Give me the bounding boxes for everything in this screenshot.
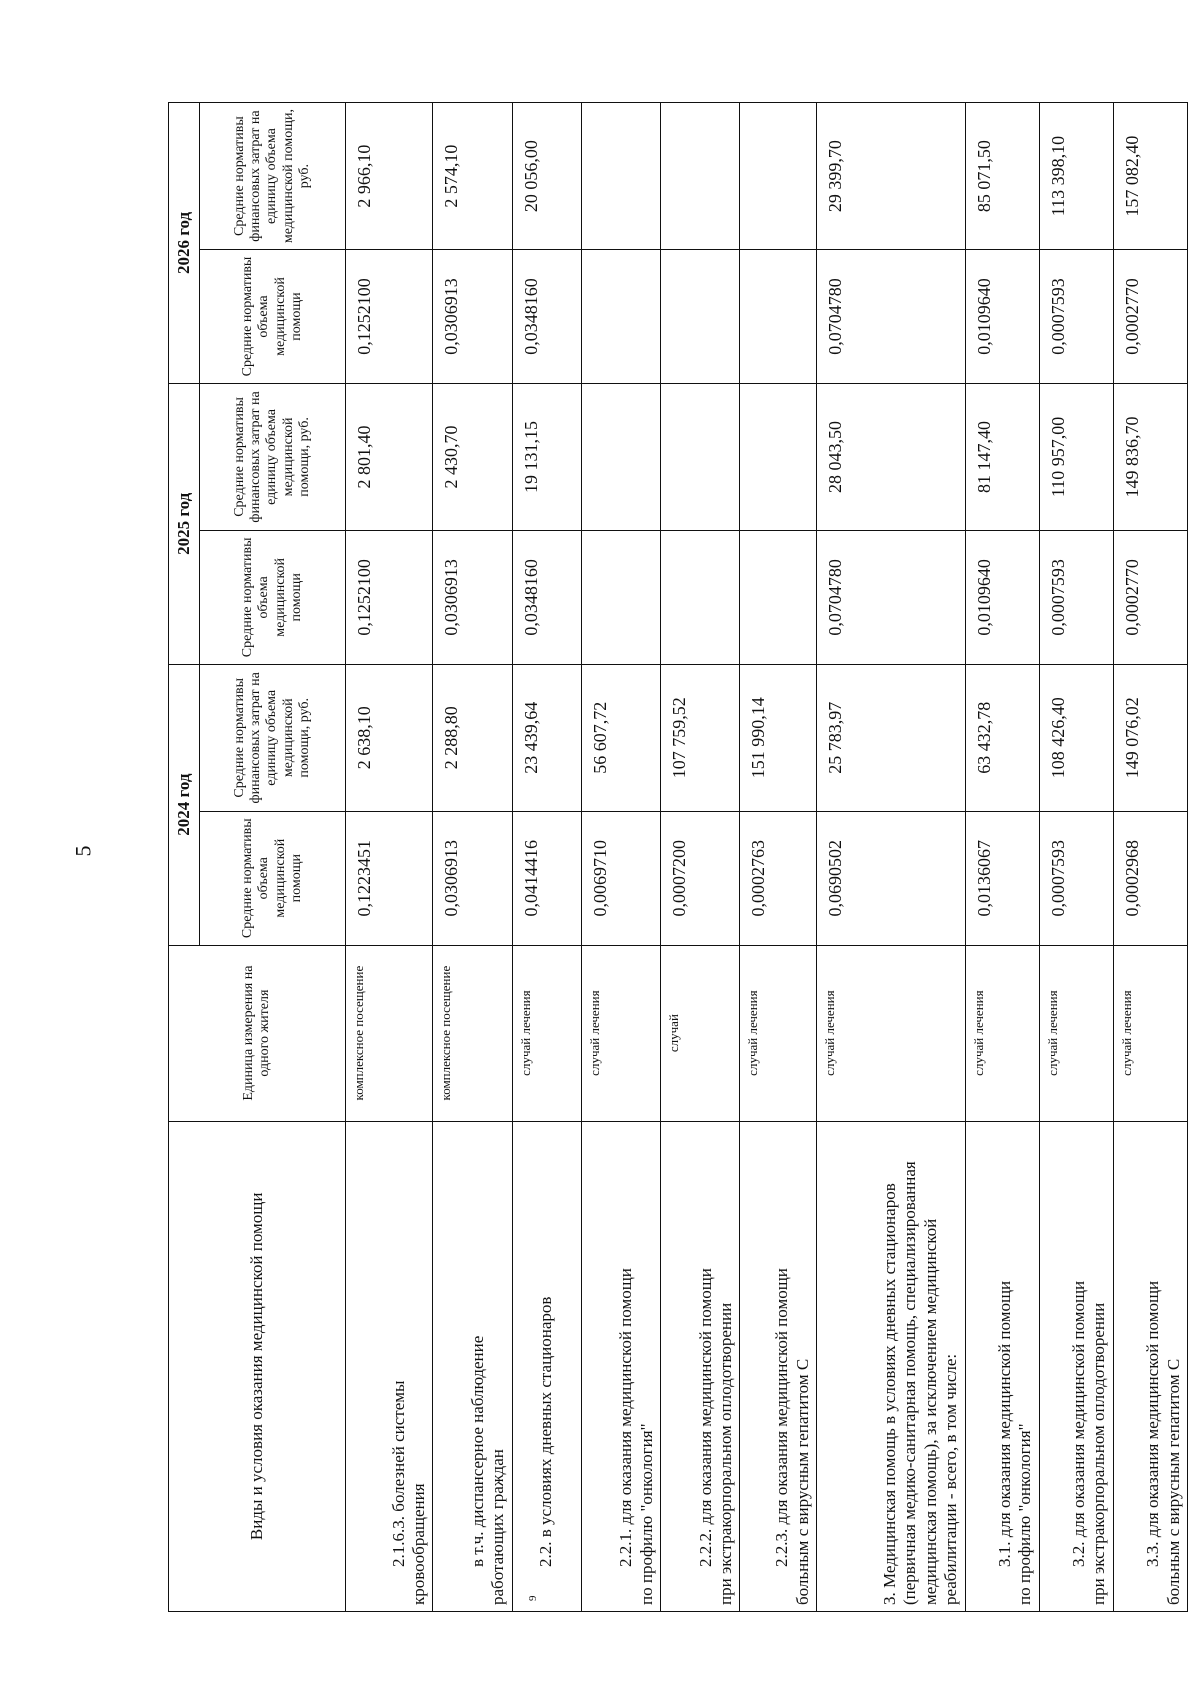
medical-norms-table — [168, 102, 1188, 1612]
table-row — [346, 103, 433, 1612]
cost-2026-cell: 113 398,10 — [1039, 103, 1113, 250]
cost-2026-cell: 20 056,00 — [512, 103, 581, 250]
volume-2024-cell: 0,0069710 — [581, 811, 660, 945]
volume-2026-cell: 0,0348160 — [512, 250, 581, 384]
volume-2025-cell — [581, 530, 660, 664]
volume-2024-cell: 0,0414416 — [512, 811, 581, 945]
volume-2026-cell — [581, 250, 660, 384]
header-year-2025: 2025 год — [169, 383, 200, 664]
table-row — [512, 103, 581, 1612]
cost-2024-cell: 108 426,40 — [1039, 664, 1113, 811]
cost-2025-cell: 149 836,70 — [1113, 383, 1187, 530]
row-kind-line1: 2.1.6.3. болезней системы — [388, 1380, 408, 1567]
row-kind-cell — [965, 1121, 1039, 1611]
row-unit-cell: случай лечения — [512, 945, 581, 1121]
volume-2025-cell: 0,1252100 — [346, 530, 433, 664]
volume-2026-cell: 0,0704780 — [817, 250, 965, 384]
volume-2026-cell — [740, 250, 817, 384]
row-kind-line1: 3.3. для оказания медицинской помощи — [1143, 1280, 1163, 1567]
cost-2025-cell: 2 801,40 — [346, 383, 433, 530]
cost-2025-cell — [581, 383, 660, 530]
cost-2026-cell: 85 071,50 — [965, 103, 1039, 250]
row-kind-cell — [740, 1121, 817, 1611]
row-kind-line2: больным с вирусным гепатитом С — [1163, 1358, 1183, 1605]
row-kind-line2: по профилю "онкология" — [636, 1423, 656, 1605]
cost-2024-cell: 56 607,72 — [581, 664, 660, 811]
volume-2024-cell: 0,0007593 — [1039, 811, 1113, 945]
cost-2024-cell: 63 432,78 — [965, 664, 1039, 811]
volume-2025-cell: 0,0007593 — [1039, 530, 1113, 664]
row-unit-cell: комплексное посещение — [433, 945, 512, 1121]
volume-2024-cell: 0,0306913 — [433, 811, 512, 945]
row-unit-cell: комплексное посещение — [346, 945, 433, 1121]
table-row — [581, 103, 660, 1612]
row-kind-line2: по профилю "онкология" — [1015, 1423, 1035, 1605]
row-kind-cell — [1039, 1121, 1113, 1611]
cost-2025-cell: 28 043,50 — [817, 383, 965, 530]
row-kind-line2: больным с вирусным гепатитом С — [792, 1358, 812, 1605]
row-unit-cell: случай лечения — [1113, 945, 1187, 1121]
cost-2026-cell: 2 966,10 — [346, 103, 433, 250]
row-kind-line1: 2.2.1. для оказания медицинской помощи — [616, 1268, 636, 1567]
volume-2026-cell — [661, 250, 740, 384]
cost-2024-cell: 149 076,02 — [1113, 664, 1187, 811]
cost-2024-cell: 23 439,64 — [512, 664, 581, 811]
volume-2024-cell: 0,0002763 — [740, 811, 817, 945]
row-kind-line2: при экстракорпоральном оплодотворении — [716, 1302, 736, 1605]
row-kind-cell — [346, 1121, 433, 1611]
table-row — [740, 103, 817, 1612]
cost-2025-cell — [740, 383, 817, 530]
row-kind-line1: в т.ч. диспансерное наблюдение — [468, 1335, 488, 1567]
table-row — [1039, 103, 1113, 1612]
row-kind-cell — [1113, 1121, 1187, 1611]
cost-2024-cell: 25 783,97 — [817, 664, 965, 811]
cost-2026-cell — [581, 103, 660, 250]
volume-2025-cell: 0,0348160 — [512, 530, 581, 664]
cost-2026-cell: 2 574,10 — [433, 103, 512, 250]
row-kind-cell — [512, 1121, 581, 1611]
cost-2025-cell: 2 430,70 — [433, 383, 512, 530]
cost-2025-cell: 81 147,40 — [965, 383, 1039, 530]
row-unit-cell: случай лечения — [965, 945, 1039, 1121]
volume-2024-cell: 0,0690502 — [817, 811, 965, 945]
header-cost-2026: Средние нормативы финансовых затрат на единицу объема медицинской помощи, руб. — [200, 103, 346, 250]
volume-2026-cell: 0,0109640 — [965, 250, 1039, 384]
cost-2025-cell: 19 131,15 — [512, 383, 581, 530]
rotated-table-sheet — [168, 102, 1188, 1612]
row-kind-line1: 2.2.2. для оказания медицинской помощи — [695, 1268, 715, 1567]
volume-2026-cell: 0,0007593 — [1039, 250, 1113, 384]
row-unit-cell: случай лечения — [817, 945, 965, 1121]
volume-2025-cell: 0,0306913 — [433, 530, 512, 664]
volume-2025-cell: 0,0109640 — [965, 530, 1039, 664]
cost-2026-cell: 29 399,70 — [817, 103, 965, 250]
table-row — [661, 103, 740, 1612]
row-kind-cell — [433, 1121, 512, 1611]
page-number: 5 — [70, 845, 96, 857]
table-row — [433, 103, 512, 1612]
volume-2025-cell — [661, 530, 740, 664]
volume-2024-cell: 0,0002968 — [1113, 811, 1187, 945]
volume-2025-cell: 0,0704780 — [817, 530, 965, 664]
cost-2026-cell — [740, 103, 817, 250]
row-kind-line1: 2.2. в условиях дневных стационаров — [536, 1296, 556, 1567]
header-volume-2025: Средние нормативы объема медицинской помощи — [200, 530, 346, 664]
table-row — [817, 103, 965, 1612]
cost-2024-cell: 151 990,14 — [740, 664, 817, 811]
header-cost-2025: Средние нормативы финансовых затрат на единицу объема медицинской помощи, руб. — [200, 383, 346, 530]
row-kind-cell — [817, 1121, 965, 1611]
volume-2026-cell: 0,0306913 — [433, 250, 512, 384]
cost-2024-cell: 2 638,10 — [346, 664, 433, 811]
header-volume-2026: Средние нормативы объема медицинской помощи — [200, 250, 346, 384]
volume-2026-cell: 0,1252100 — [346, 250, 433, 384]
row-kind-cell — [581, 1121, 660, 1611]
header-volume-2024: Средние нормативы объема медицинской помощи — [200, 811, 346, 945]
volume-2024-cell: 0,1223451 — [346, 811, 433, 945]
header-year-2024: 2024 год — [169, 664, 200, 945]
row-kind-line2: кровообращения — [408, 1483, 428, 1605]
header-unit: Единица измерения на одного жителя — [169, 945, 346, 1121]
row-kind-line1: 2.2.3. для оказания медицинской помощи — [772, 1268, 792, 1567]
header-cost-2024: Средние нормативы финансовых затрат на единицу объема медицинской помощи, руб. — [200, 664, 346, 811]
row-kind-cell — [661, 1121, 740, 1611]
cost-2026-cell — [661, 103, 740, 250]
row-kind-line2: при экстракорпоральном оплодотворении — [1089, 1302, 1109, 1605]
row-unit-cell: случай лечения — [740, 945, 817, 1121]
volume-2024-cell: 0,0136067 — [965, 811, 1039, 945]
volume-2025-cell — [740, 530, 817, 664]
table-row — [965, 103, 1039, 1612]
row-unit-cell: случай лечения — [581, 945, 660, 1121]
row-unit-cell: случай лечения — [1039, 945, 1113, 1121]
cost-2025-cell — [661, 383, 740, 530]
volume-2024-cell: 0,0007200 — [661, 811, 740, 945]
footnote-marker: 9 — [526, 1595, 539, 1601]
row-unit-cell: случай — [661, 945, 740, 1121]
volume-2026-cell: 0,0002770 — [1113, 250, 1187, 384]
table-row — [1113, 103, 1187, 1612]
row-kind-line1: 3.1. для оказания медицинской помощи — [994, 1280, 1014, 1567]
header-kind: Виды и условия оказания медицинской помощи — [169, 1121, 346, 1611]
row-kind-line1: 3.2. для оказания медицинской помощи — [1068, 1280, 1088, 1567]
row-kind-line2: 3. Медицинская помощь в условиях дневных стационаров (первичная медико-санитарная помощь, специализированная медицинская помощь), за исключением медицинской реабилитации - всего, в том числе: — [879, 1161, 961, 1605]
cost-2024-cell: 107 759,52 — [661, 664, 740, 811]
header-year-2026: 2026 год — [169, 103, 200, 384]
volume-2025-cell: 0,0002770 — [1113, 530, 1187, 664]
cost-2026-cell: 157 082,40 — [1113, 103, 1187, 250]
cost-2024-cell: 2 288,80 — [433, 664, 512, 811]
cost-2025-cell: 110 957,00 — [1039, 383, 1113, 530]
row-kind-line2: работающих граждан — [488, 1449, 508, 1605]
